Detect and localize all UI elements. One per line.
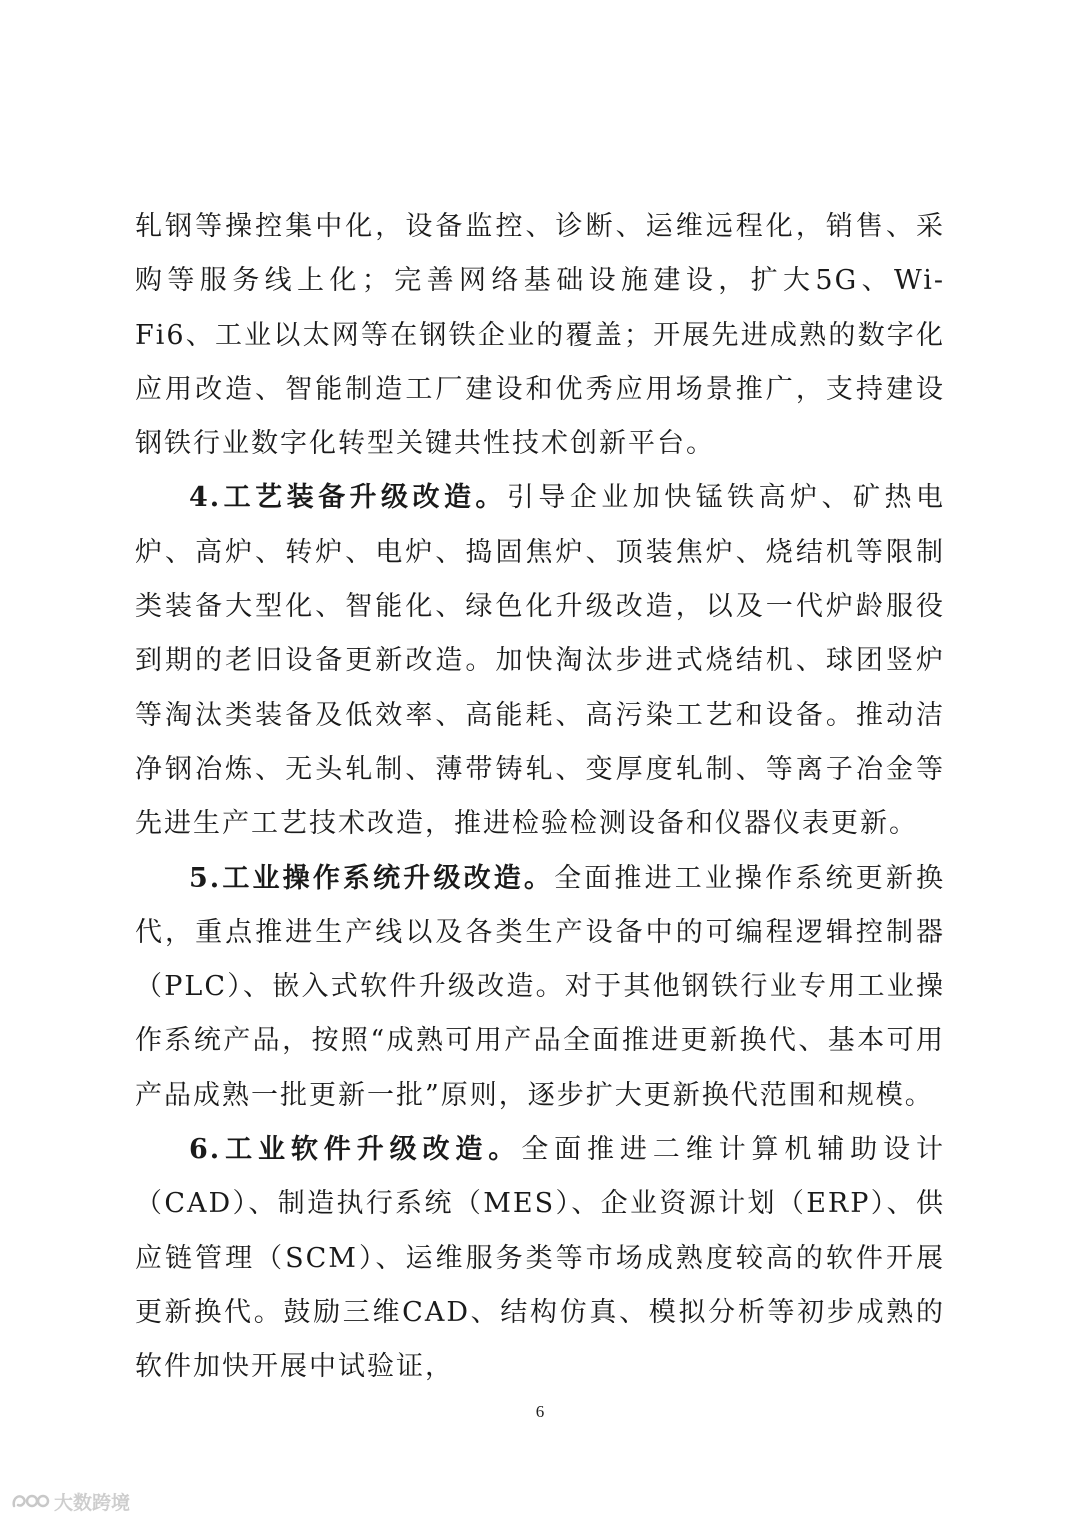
- section-heading: 4.工艺装备升级改造。: [189, 482, 507, 514]
- section-heading: 6.工业软件升级改造。: [189, 1134, 522, 1166]
- paragraph-text: 轧钢等操控集中化，设备监控、诊断、运维远程化，销售、采购等服务线上化；完善网络基础设施建设，扩大5G、Wi-Fi6、工业以太网等在钢铁企业的覆盖；开展先进成熟的数字化应用改造、智能制造工厂建设和优秀应用场景推广，支持建设钢铁行业数字化转型关键共性技术创新平台。: [135, 211, 945, 460]
- watermark-text: 大数跨境: [54, 1491, 131, 1514]
- page-number: 6: [535, 1402, 545, 1421]
- paragraph-text: 引导企业加快锰铁高炉、矿热电炉、高炉、转炉、电炉、捣固焦炉、顶装焦炉、烧结机等限制类装备大型化、智能化、绿色化升级改造，以及一代炉龄服役到期的老旧设备更新改造。加快淘汰步进式烧结机、球团竖炉等淘汰类装备及低效率、高能耗、高污染工艺和设备。推动洁净钢冶炼、无头轧制、薄带铸轧、变厚度轧制、等离子冶金等先进生产工艺技术改造，推进检验检测设备和仪器仪表更新。: [135, 482, 946, 840]
- paragraph-continued: [135, 200, 945, 471]
- watermark: [10, 1488, 130, 1514]
- section-heading: 5.工业操作系统升级改造。: [189, 862, 555, 894]
- paragraph-industrial-os: [135, 852, 945, 1123]
- brand-logo-icon: [10, 1490, 50, 1512]
- paragraph-equipment-upgrade: [135, 471, 945, 851]
- paragraph-industrial-software: [135, 1123, 945, 1394]
- paragraph-text: 全面推进工业操作系统更新换代，重点推进生产线以及各类生产设备中的可编程逻辑控制器（PLC）、嵌入式软件升级改造。对于其他钢铁行业专用工业操作系统产品，按照“成熟可用产品全面推进更新换代、基本可用产品成熟一批更新一批”原则，逐步扩大更新换代范围和规模。: [135, 862, 945, 1111]
- document-body: [135, 200, 945, 1395]
- paragraph-text: 全面推进二维计算机辅助设计（CAD）、制造执行系统（MES）、企业资源计划（ERP）、供应链管理（SCM）、运维服务类等市场成熟度较高的软件开展更新换代。鼓励三维CAD、结构仿真、模拟分析等初步成熟的软件加快开展中试验证，: [135, 1134, 946, 1383]
